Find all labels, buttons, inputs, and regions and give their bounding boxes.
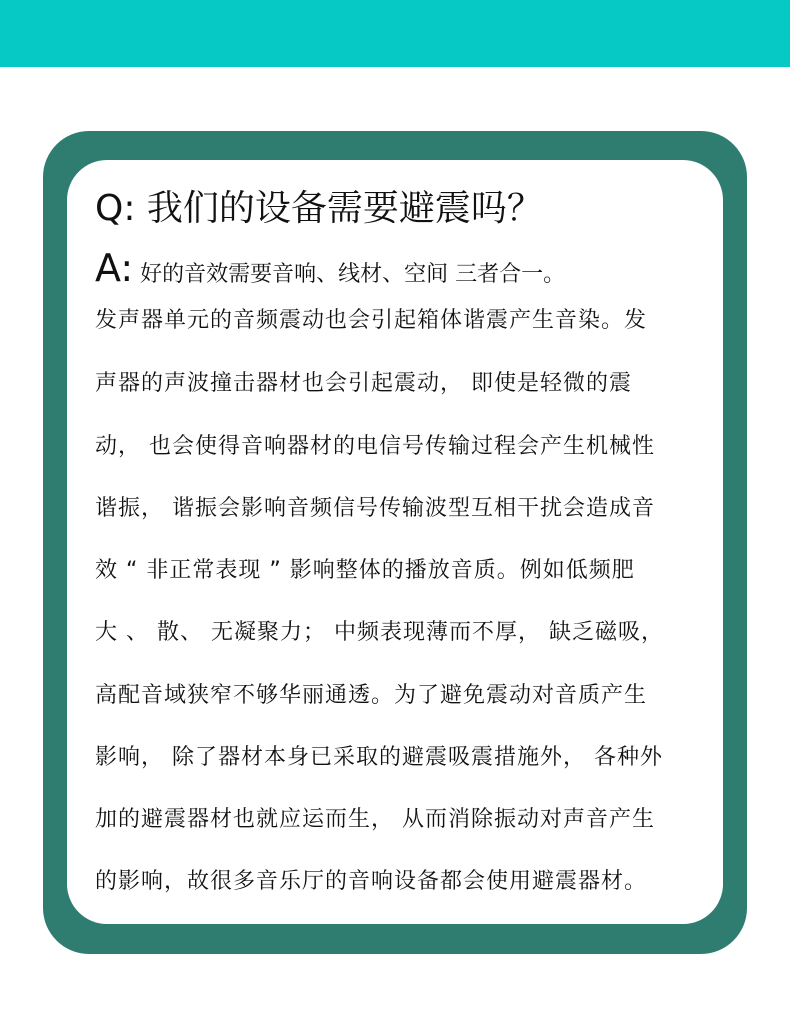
- top-banner: [0, 0, 790, 67]
- answer-line-5: 效 “ 非正常表现 ” 影响整体的播放音质。例如低频肥: [95, 558, 635, 583]
- answer-intro: 好的音效需要音响、线材、空间 三者合一。: [133, 262, 566, 287]
- answer-line-7: 高配音域狭窄不够华丽通透。为了避免震动对音质产生: [95, 683, 648, 708]
- answer-line-10: 的影响，故很多音乐厅的音响设备都会使用避震器材。: [95, 869, 648, 894]
- answer-prefix: A:: [95, 246, 134, 290]
- answer-line-8: 影响， 除了器材本身已采取的避震吸震措施外， 各种外: [95, 745, 663, 770]
- answer-line-3: 动， 也会使得音响器材的电信号传输过程会产生机械性: [95, 434, 655, 459]
- answer-line-1: 发声器单元的音频震动也会引起箱体谐震产生音染。发: [95, 308, 648, 333]
- question-heading: Q: 我们的设备需要避震吗？: [95, 188, 543, 229]
- answer-line-6: 大 、 散、 无凝聚力； 中频表现薄而不厚， 缺乏磁吸，: [95, 620, 664, 645]
- answer-line-9: 加的避震器材也就应运而生， 从而消除振动对声音产生: [95, 807, 655, 832]
- answer-line-2: 声器的声波撞击器材也会引起震动， 即使是轻微的震: [95, 371, 632, 396]
- answer-intro-line: [95, 244, 715, 292]
- answer-line-4: 谐振， 谐振会影响音频信号传输波型互相干扰会造成音: [95, 496, 655, 521]
